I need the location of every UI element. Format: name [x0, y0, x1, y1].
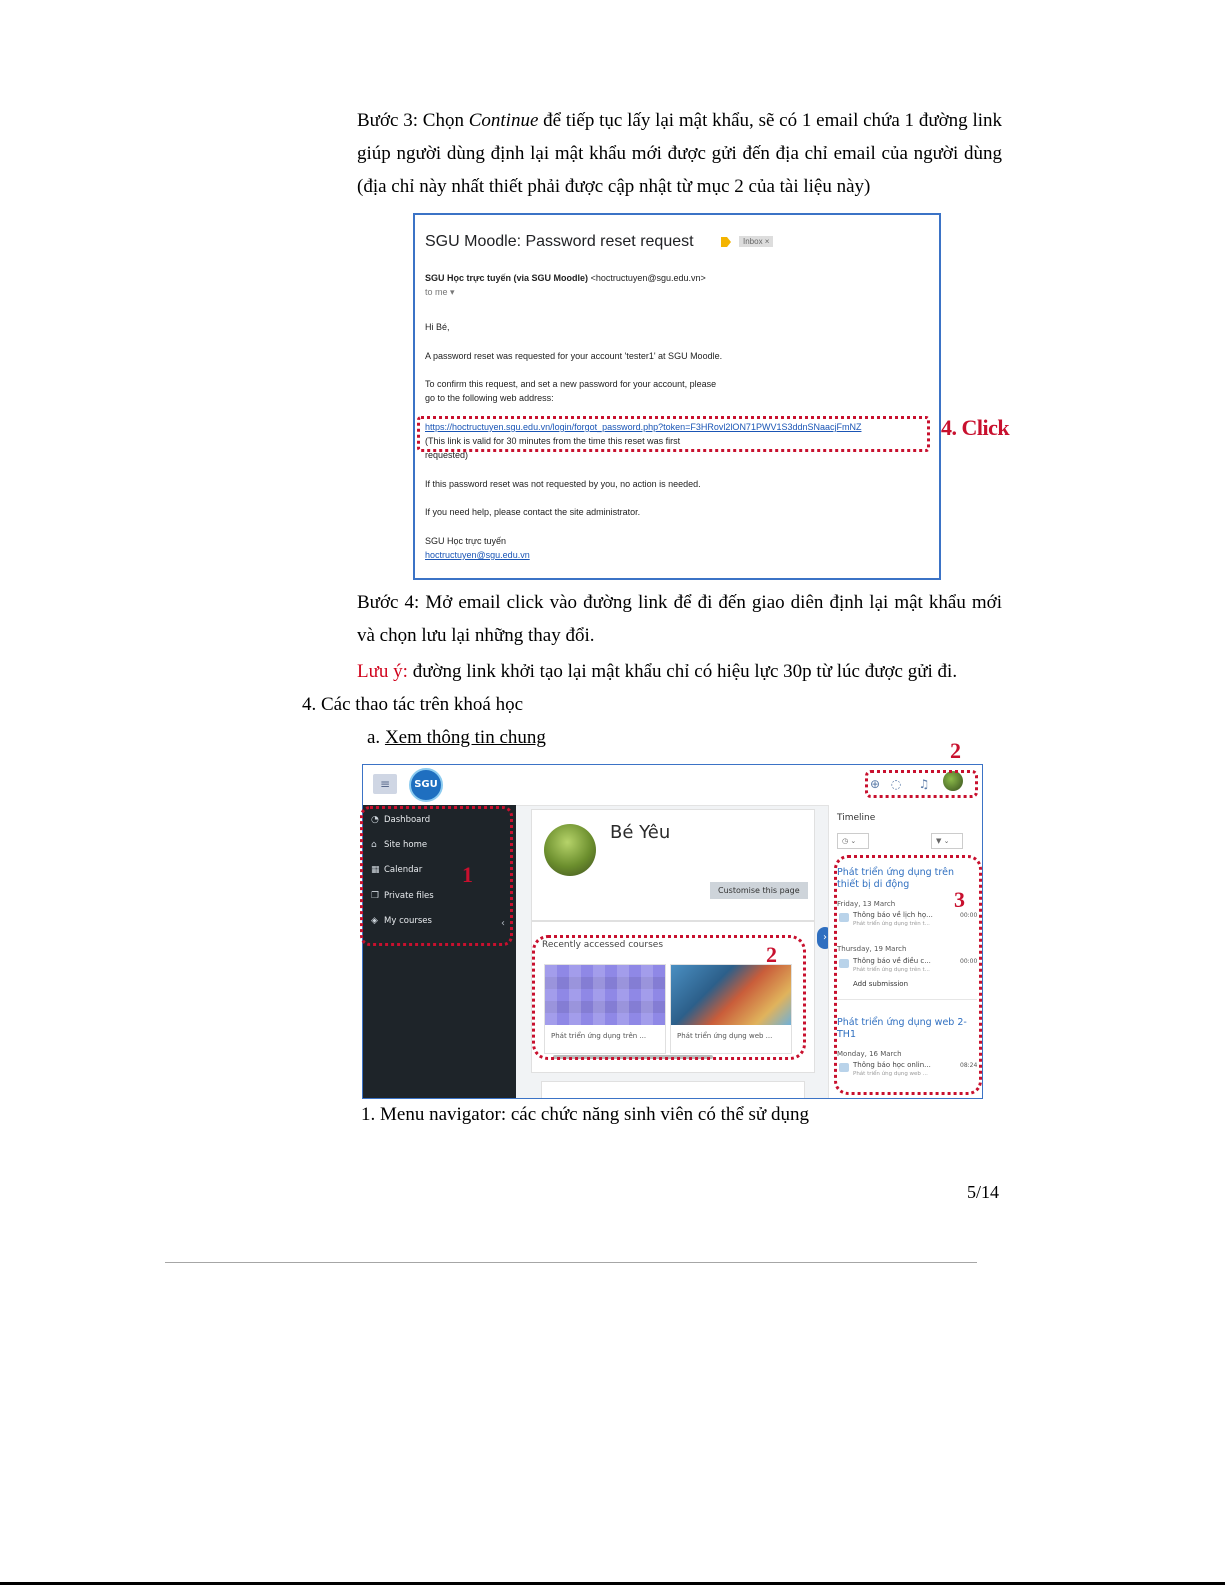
- timeline-event-time: 08:24: [960, 1062, 978, 1069]
- gauge-icon: ◔: [371, 815, 379, 825]
- course-title[interactable]: Phát triển ứng dụng trên ...: [551, 1032, 647, 1040]
- email-line2a: To confirm this request, and set a new password for your account, please: [425, 379, 717, 389]
- recent-courses-title: Recently accessed courses: [542, 940, 664, 950]
- timeline-event[interactable]: Thông báo về điều c...: [853, 957, 931, 965]
- profile-picture: [544, 824, 596, 876]
- step4-paragraph: Bước 4: Mở email click vào đường link để đi đến giao diên định lại mật khẩu mới và chọn lưu lại những thay đổi.: [357, 592, 1002, 646]
- email-line3: If this password reset was not requested by you, no action is needed.: [425, 479, 701, 489]
- globe-icon[interactable]: ⊕: [869, 777, 881, 791]
- graduation-cap-icon: ◈: [371, 916, 378, 926]
- nav-item-dashboard[interactable]: ◔ Dashboard: [371, 815, 431, 825]
- timeline-event-course: Phát triển ứng dụng trên t...: [853, 967, 930, 973]
- timeline-course-2[interactable]: Phát triển ứng dụng web 2-TH1: [837, 1017, 967, 1040]
- hamburger-menu-icon[interactable]: ≡: [373, 774, 397, 794]
- nav-item-site-home[interactable]: ⌂ Site home: [371, 840, 428, 850]
- chevron-right-icon[interactable]: ›: [817, 927, 833, 949]
- course-title[interactable]: Phát triển ứng dụng web ...: [677, 1032, 773, 1040]
- menu-caption: 1. Menu navigator: các chức năng sinh viên có thể sử dụng: [361, 1104, 809, 1125]
- email-line1: A password reset was requested for your account 'tester1' at SGU Moodle.: [425, 351, 723, 361]
- chevron-left-icon[interactable]: ‹: [501, 918, 505, 929]
- marker-3: 3: [954, 887, 965, 912]
- important-marker-icon: [721, 237, 731, 247]
- note-label: Lưu ý:: [357, 661, 408, 682]
- next-card: [541, 1081, 805, 1099]
- email-valid-a: (This link is valid for 30 minutes from the time this reset was first: [425, 436, 681, 446]
- email-valid-b: requested): [425, 450, 469, 460]
- inbox-label[interactable]: Inbox ×: [739, 236, 773, 247]
- email-greeting: Hi Bé,: [425, 322, 450, 332]
- email-signature-name: SGU Học trực tuyến: [425, 536, 507, 546]
- footer-divider: [165, 1262, 977, 1263]
- message-icon[interactable]: ◌: [890, 777, 902, 791]
- link-highlight-box: [417, 416, 930, 452]
- step3-paragraph: Bước 3: Chọn Continue để tiếp tục lấy lại mật khẩu, sẽ có 1 email chứa 1 đường link giúp người dùng định lại mật khẩu mới được gửi đến địa chỉ email của người dùng (địa chỉ này nhất thiết phải được cập nhật từ mục 2 của tài liệu này): [357, 110, 1002, 197]
- email-screenshot: [413, 213, 941, 580]
- click-annotation: 4. Click: [941, 415, 1010, 440]
- timeline-event-time: 00:00: [960, 958, 978, 965]
- home-icon: ⌂: [371, 840, 377, 850]
- sort-filter-dropdown[interactable]: ▼ ⌄: [931, 833, 963, 849]
- timeline-date: Thursday, 19 March: [837, 945, 907, 953]
- timeline-event-time: 00:00: [960, 912, 978, 919]
- add-submission-link[interactable]: Add submission: [853, 980, 909, 988]
- file-icon: ❐: [371, 891, 380, 901]
- section-heading: 4. Các thao tác trên khoá học: [302, 694, 524, 715]
- bell-icon[interactable]: ♫: [918, 777, 930, 791]
- profile-name: Bé Yêu: [610, 822, 671, 843]
- timeline-date: Friday, 13 March: [837, 900, 896, 908]
- timeline-title: Timeline: [837, 813, 876, 823]
- timeline-event-course: Phát triển ứng dụng trên t...: [853, 921, 930, 927]
- annotation-box-1: [360, 806, 513, 946]
- sgu-logo[interactable]: SGU: [409, 768, 443, 802]
- nav-item-calendar[interactable]: ▦ Calendar: [371, 865, 423, 875]
- email-sender: SGU Học trực tuyến (via SGU Moodle) <hoctructuyen@sgu.edu.vn>: [425, 273, 706, 283]
- timeline-event-course: Phát triển ứng dụng web ...: [853, 1071, 928, 1077]
- timeline-course-1[interactable]: Phát triển ứng dụng trên thiết bị di động: [837, 867, 954, 890]
- email-line4: If you need help, please contact the site administrator.: [425, 507, 641, 517]
- continue-term: Continue: [468, 110, 539, 131]
- marker-1: 1: [462, 862, 473, 887]
- customise-page-button[interactable]: Customise this page: [710, 882, 808, 899]
- email-subject: SGU Moodle: Password reset request: [425, 233, 694, 250]
- reset-link[interactable]: https://hoctructuyen.sgu.edu.vn/login/forgot_password.php?token=F3HRovl2lON71PWV1S3ddnSNaacjFmNZ: [425, 422, 862, 432]
- email-line2b: go to the following web address:: [425, 393, 554, 403]
- calendar-icon: ▦: [371, 865, 380, 875]
- marker-2-top: 2: [950, 738, 961, 763]
- marker-2-courses: 2: [766, 942, 777, 967]
- timeline-event[interactable]: Thông báo về lịch họ...: [853, 911, 933, 919]
- page-number: 5/14: [967, 1182, 1000, 1202]
- nav-item-my-courses[interactable]: ◈ My courses: [371, 916, 432, 926]
- nav-item-private-files[interactable]: ❐ Private files: [371, 891, 434, 901]
- timeline-date: Monday, 16 March: [837, 1050, 902, 1058]
- profile-card: [531, 809, 815, 921]
- note-paragraph: Lưu ý: đường link khởi tạo lại mật khẩu chỉ có hiệu lực 30p từ lúc được gửi đi.: [357, 661, 958, 682]
- email-signature-address[interactable]: hoctructuyen@sgu.edu.vn: [425, 550, 530, 560]
- annotation-box-2-top: [865, 770, 978, 798]
- clock-filter-dropdown[interactable]: ◷ ⌄: [837, 833, 869, 849]
- annotation-box-2-courses: [532, 935, 806, 1060]
- subsection-heading: a. Xem thông tin chung: [367, 727, 546, 748]
- timeline-event[interactable]: Thông báo học onlin...: [853, 1061, 931, 1069]
- email-recipient[interactable]: to me ▾: [425, 287, 455, 297]
